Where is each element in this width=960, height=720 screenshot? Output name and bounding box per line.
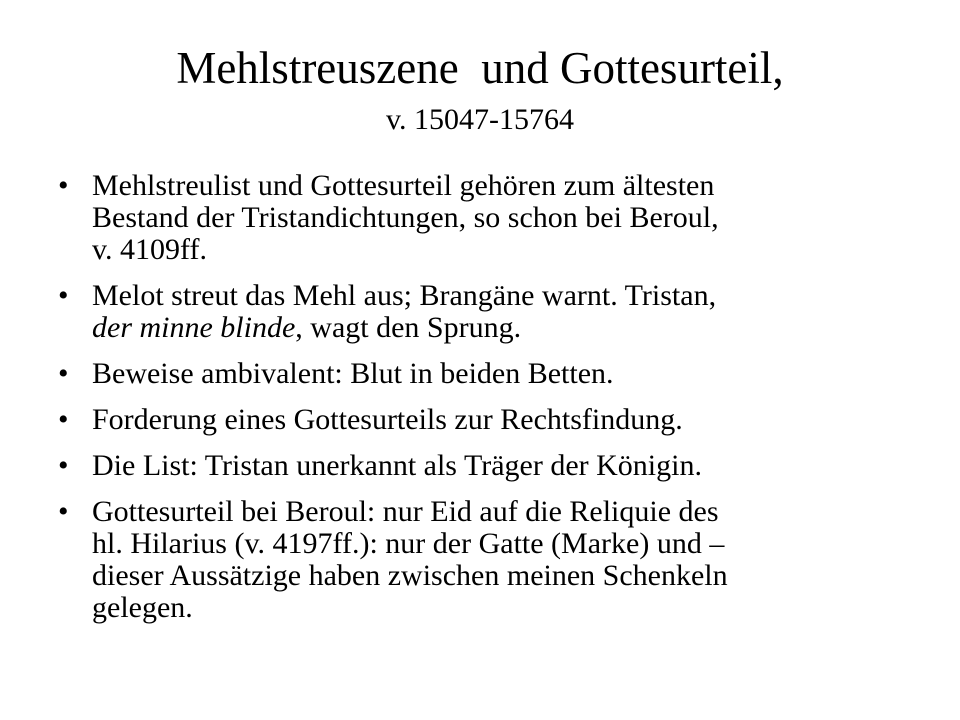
bullet-3-line-1: Beweise ambivalent: Blut in beiden Betten. [92, 357, 614, 390]
bullet-marker: • [58, 403, 69, 436]
bullet-item-1 [58, 170, 898, 266]
bullet-2-line-2 [92, 312, 898, 344]
bullet-item-2 [58, 280, 898, 344]
bullet-6-line-1: Gottesurteil bei Beroul: nur Eid auf die Reliquie des [92, 495, 719, 528]
bullet-2-line-1: Melot streut das Mehl aus; Brangäne warnt. Tristan, [92, 279, 717, 312]
bullet-marker: • [58, 495, 69, 528]
bullet-1-line-3: v. 4109ff. [92, 233, 207, 266]
bullet-marker: • [58, 357, 69, 390]
bullet-list [58, 170, 898, 638]
bullet-6-line-4: gelegen. [92, 591, 193, 624]
bullet-6-line-3: dieser Aussätzige haben zwischen meinen Schenkeln [92, 559, 728, 592]
bullet-5-line-1: Die List: Tristan unerkannt als Träger der Königin. [92, 449, 702, 482]
bullet-4-line-1: Forderung eines Gottesurteils zur Rechtsfindung. [92, 403, 683, 436]
bullet-1-line-2: Bestand der Tristandichtungen, so schon bei Beroul, [92, 201, 719, 234]
bullet-1-line-1: Mehlstreulist und Gottesurteil gehören zum ältesten [92, 169, 715, 202]
bullet-marker: • [58, 279, 69, 312]
title-block [0, 40, 960, 140]
bullet-item-5 [58, 450, 898, 482]
slide-subtitle: v. 15047-15764 [385, 103, 575, 136]
bullet-2-line-2-rest: , wagt den Sprung. [295, 311, 522, 344]
italic-quote: der minne blinde [92, 311, 296, 344]
bullet-item-6 [58, 496, 898, 624]
bullet-item-3 [58, 358, 898, 390]
bullet-marker: • [58, 169, 69, 202]
bullet-marker: • [58, 449, 69, 482]
bullet-item-4 [58, 404, 898, 436]
bullet-6-line-2: hl. Hilarius (v. 4197ff.): nur der Gatte (Marke) und – [92, 527, 725, 560]
slide-title: Mehlstreuszene und Gottesurteil, [176, 43, 784, 93]
